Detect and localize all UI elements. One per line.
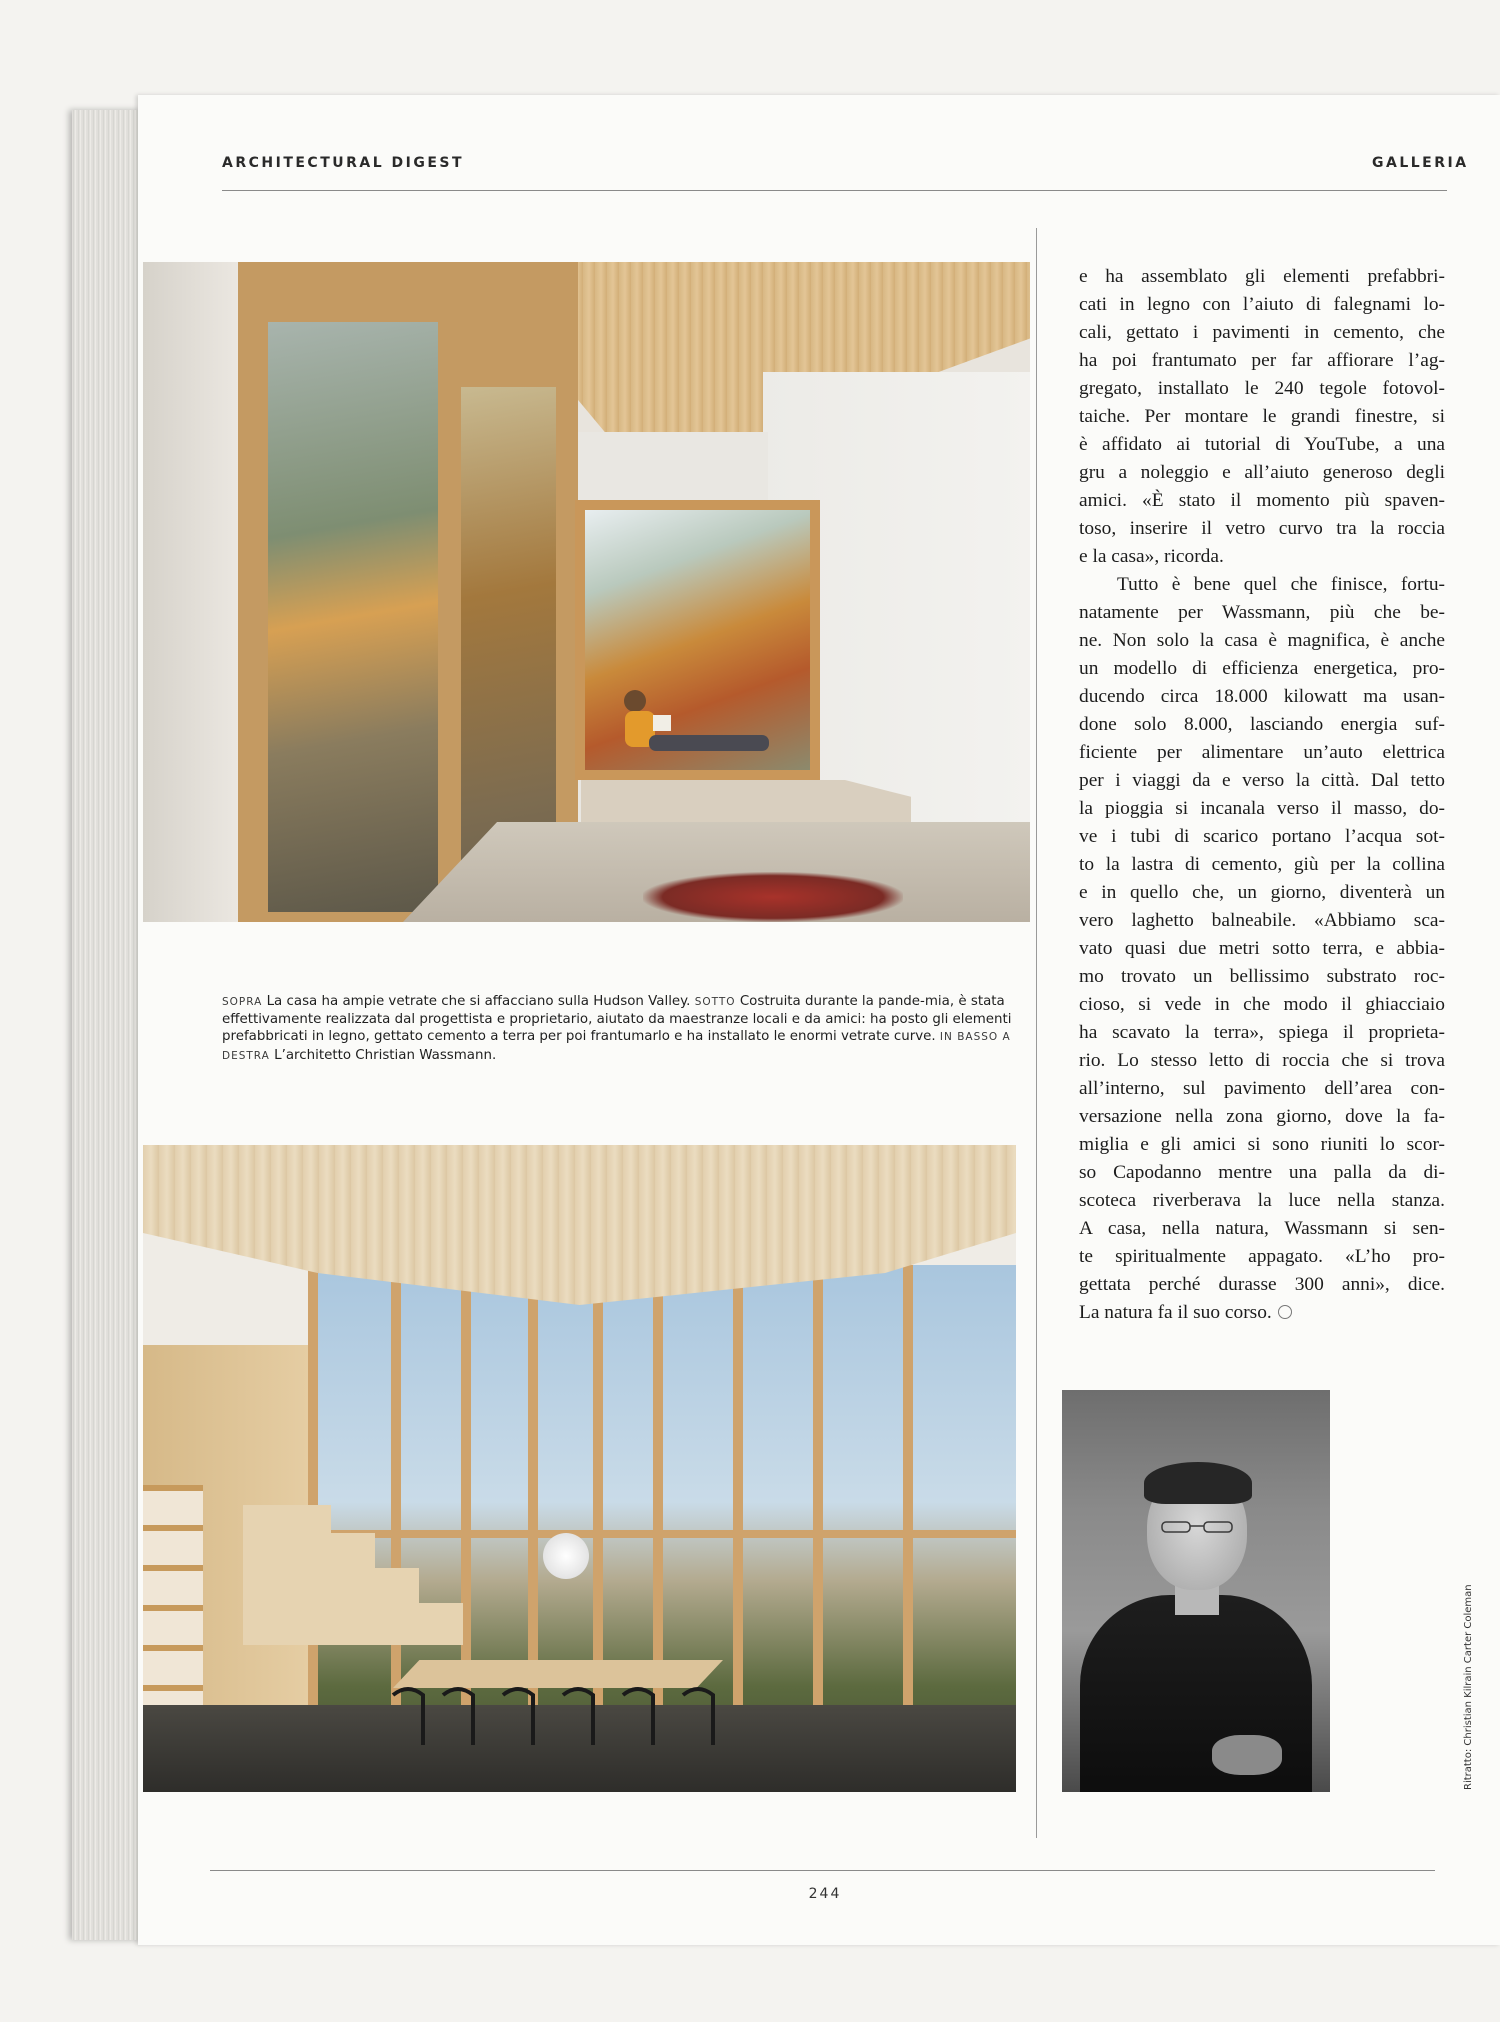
caption-text-below: Costruita durante la pande-mia, è stata effettivamente realizzata dal progettista e proprietario, aiutato da maestranze locali e da amici: ha posto gli elementi prefabbricati in legno, gettato cemento a terra per poi frantumarlo e ha installato le enormi vetrate curve.: [222, 994, 1012, 1045]
text-line: Tutto è bene quel che finisce, fortu-: [1117, 574, 1445, 595]
text-line: gru a noleggio e all’aiuto generoso degli: [1079, 462, 1445, 483]
text-line: vero laghetto balneabile. «Abbiamo sca-: [1079, 910, 1445, 931]
text-line: amici. «È stato il momento più spaven-: [1079, 490, 1445, 511]
running-head-section: GALLERIA: [1372, 155, 1469, 171]
text-line: cioso, si vede in che modo il ghiacciaio: [1079, 994, 1445, 1015]
text-line: ne. Non solo la casa è magnifica, è anche: [1079, 630, 1445, 651]
text-line: ficiente per alimentare un’auto elettrica: [1079, 742, 1445, 763]
text-line: e ha assemblato gli elementi prefabbri-: [1079, 266, 1445, 287]
footer-rule: [210, 1870, 1435, 1871]
text-line: la pioggia si incanala verso il masso, do-: [1079, 798, 1445, 819]
end-of-article-icon: [1278, 1305, 1292, 1319]
column-divider: [1036, 228, 1037, 1838]
text-line: [1079, 1299, 1445, 1327]
text-line: done solo 8.000, lasciando energia suf-: [1079, 714, 1445, 735]
text-line: è affidato ai tutorial di YouTube, a una: [1079, 434, 1445, 455]
photo-caption: [222, 993, 1032, 1065]
text-line: gettata perché durasse 300 anni», dice.: [1079, 1274, 1445, 1295]
caption-label-bottom-right: IN BASSO A DESTRA: [222, 1031, 1011, 1062]
caption-text-above: La casa ha ampie vetrate che si affacciano sulla Hudson Valley.: [266, 994, 691, 1009]
text-line: to la lastra di cemento, giù per la collina: [1079, 854, 1445, 875]
article-paragraph-1: [1079, 263, 1445, 571]
text-line: versazione nella zona giorno, dove la fa-: [1079, 1106, 1445, 1127]
text-line: all’interno, sul pavimento dell’area con-: [1079, 1078, 1445, 1099]
photo-architect-portrait: [1062, 1390, 1330, 1792]
text-line: e in quello che, un giorno, diventerà un: [1079, 882, 1445, 903]
photo-living-room: [143, 1145, 1016, 1792]
reading-person-figure: [613, 687, 783, 767]
text-line: so Capodanno mentre una palla da di-: [1079, 1162, 1445, 1183]
article-paragraph-2: [1079, 571, 1445, 1327]
text-line: gregato, installato le 240 tegole fotovol-: [1079, 378, 1445, 399]
text-line: taiche. Per montare le grandi finestre, si: [1079, 406, 1445, 427]
text-line: cati in legno con l’aiuto di falegnami lo-: [1079, 294, 1445, 315]
dining-chairs-figure: [373, 1665, 753, 1755]
photo-window-seat: [143, 262, 1030, 922]
caption-label-above: SOPRA: [222, 996, 263, 1008]
text-line: miglia e gli amici si sono riuniti lo scor-: [1079, 1134, 1445, 1155]
text-line: cali, gettato i pavimenti in cemento, che: [1079, 322, 1445, 343]
text-line: ve i tubi di scarico portano l’acqua sot-: [1079, 826, 1445, 847]
page-edges: [72, 110, 142, 1940]
text-line: per i viaggi da e verso la città. Dal tetto: [1079, 770, 1445, 791]
text-line: vato quasi due metri sotto terra, e abbia-: [1079, 938, 1445, 959]
article-body: [1079, 263, 1445, 1327]
text-line: ducendo circa 18.000 kilowatt ma usan-: [1079, 686, 1445, 707]
text-line: un modello di efficienza energetica, pro-: [1079, 658, 1445, 679]
text-line: scoteca riverberava la luce nella stanza.: [1079, 1190, 1445, 1211]
text-line: toso, inserire il vetro curvo tra la roccia: [1079, 518, 1445, 539]
text-line: natamente per Wassmann, più che be-: [1079, 602, 1445, 623]
running-head-magazine: ARCHITECTURAL DIGEST: [222, 155, 465, 171]
text-line: te spiritualmente appagato. «L’ho pro-: [1079, 1246, 1445, 1267]
text-line-end: La natura fa il suo corso.: [1079, 1302, 1272, 1323]
caption-text-bottom-right: L’architetto Christian Wassmann.: [274, 1047, 497, 1063]
caption-label-below: SOTTO: [694, 996, 736, 1008]
text-line: ha poi frantumato per far affiorare l’ag-: [1079, 350, 1445, 371]
text-line: rio. Lo stesso letto di roccia che si trova: [1079, 1050, 1445, 1071]
text-line: e la casa», ricorda.: [1079, 546, 1224, 567]
header-rule: [222, 190, 1447, 191]
photo-credit: Ritratto: Christian Kilrain Carter Coleman: [1463, 1584, 1474, 1790]
text-line: A casa, nella natura, Wassmann si sen-: [1079, 1218, 1445, 1239]
text-line: ha scavato la terra», spiega il proprieta-: [1079, 1022, 1445, 1043]
text-line: mo trovato un bellissimo substrato roc-: [1079, 966, 1445, 987]
page-number: 244: [808, 1886, 842, 1902]
